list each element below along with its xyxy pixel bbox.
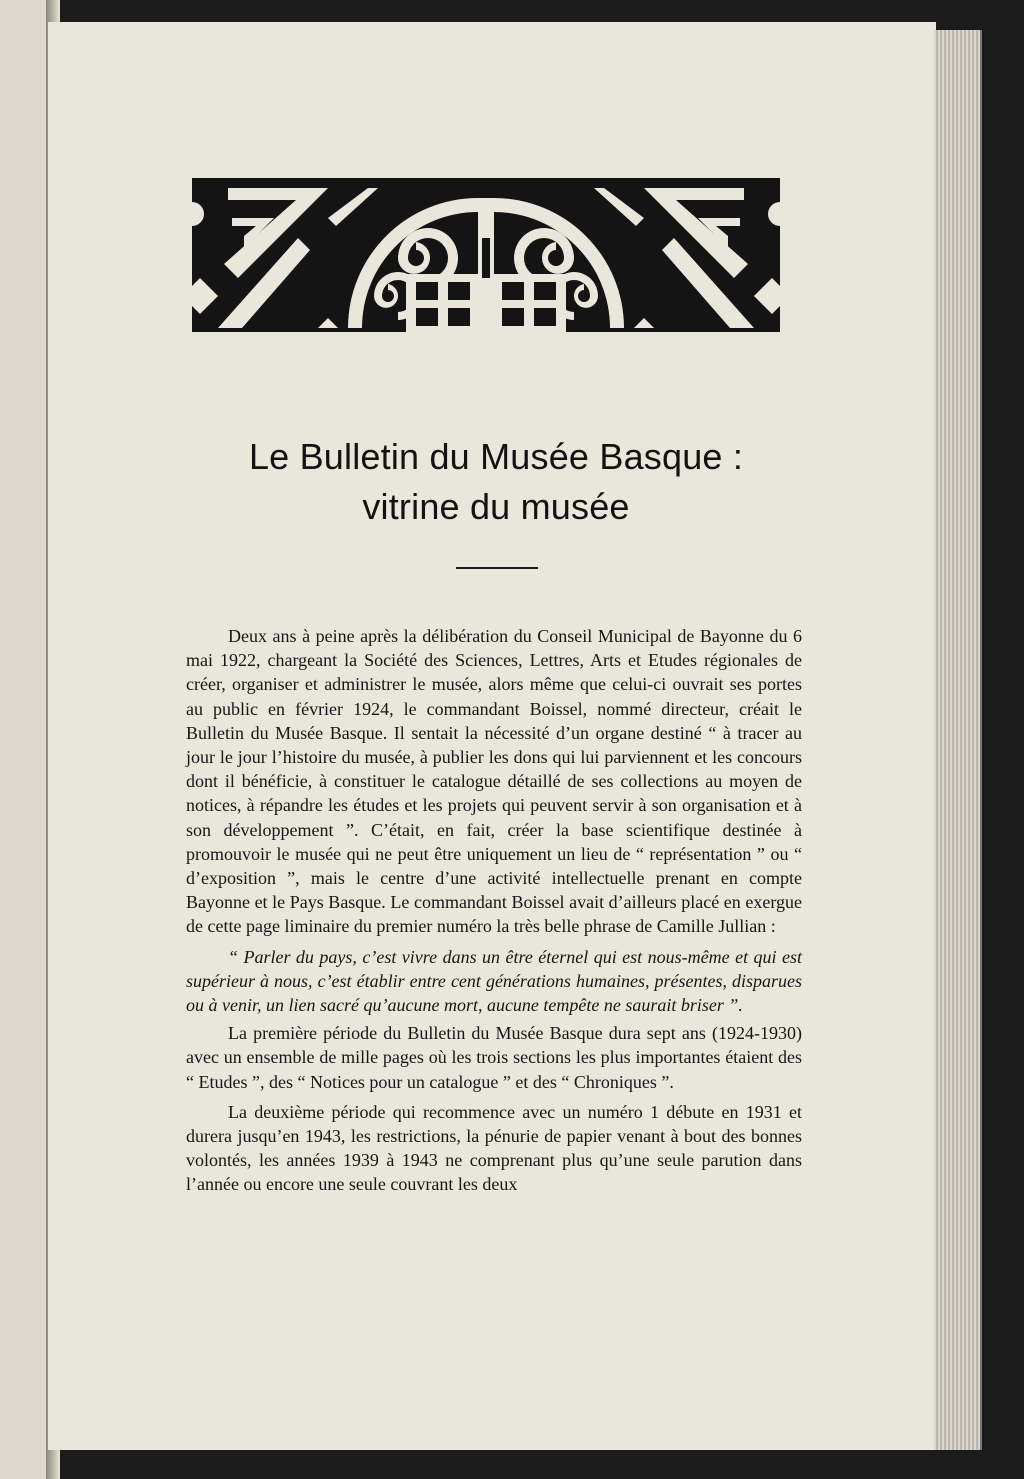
article-title-line-1: Le Bulletin du Musée Basque :	[248, 436, 744, 477]
page-stack-edges	[934, 30, 982, 1450]
title-underline-rule	[456, 567, 538, 569]
paragraph-2: La première période du Bulletin du Musée Basque dura sept ans (1924-1930) avec un ensemble de mille pages où les trois sections les plus importantes étaient des “ Etudes ”, des “ Notices pour un catalogue ” et des “ Chroniques ”.	[186, 1023, 802, 1092]
basque-ornament-band	[178, 178, 794, 332]
paragraph-3: La deuxième période qui recommence avec un numéro 1 débute en 1931 et durera jusqu’en 1943, les restrictions, la pénurie de papier venant à bout des bonnes volontés, les années 1939 à 1943 ne comprenant plus qu’une seule parution dans l’année ou encore une seule couvrant les deux	[186, 1101, 802, 1195]
paragraph-1: Deux ans à peine après la délibération du Conseil Municipal de Bayonne du 6 mai 1922, chargeant la Société des Sciences, Lettres, Arts et Etudes régionales de créer, organiser et administrer le musée, alors même que celui-ci ouvrait ses portes au public en février 1924, le commandant Boissel, nommé directeur, créait le Bulletin du Musée Basque. Il sentait la nécessité d’un organe destiné “ à tracer au jour le jour l’histoire du musée, à publier les dons qui lui parviennent et les concours dont il bénéficie, à constituer le catalogue détaillé de ses collections au moyen de notices, à répandre les études et les projets qui peuvent servir à son organisation et à son développement ”. C’était, en fait, créer la base scientifique destinée à promouvoir le musée qui ne peut être uniquement un lieu de “ représentation ” ou “ d’exposition ”, mais le centre d’une activité intellectuelle prenant en compte Bayonne et le Pays Basque. Le commandant Boissel avait d’ailleurs placé en exergue de cette page liminaire du premier numéro la très belle phrase de Camille Jullian :	[186, 626, 802, 937]
article-body	[186, 624, 802, 1197]
article-title-line-2: vitrine du musée	[362, 486, 630, 527]
facing-page-edge	[0, 0, 48, 1479]
quotation-jullian: “ Parler du pays, c’est vivre dans un être éternel qui est nous-même et qui est supérieur à nous, c’est établir entre cent générations humaines, présentes, disparues ou à venir, un lien sacré qu’aucune mort, aucune tempête ne saurait briser ”.	[186, 946, 802, 1016]
